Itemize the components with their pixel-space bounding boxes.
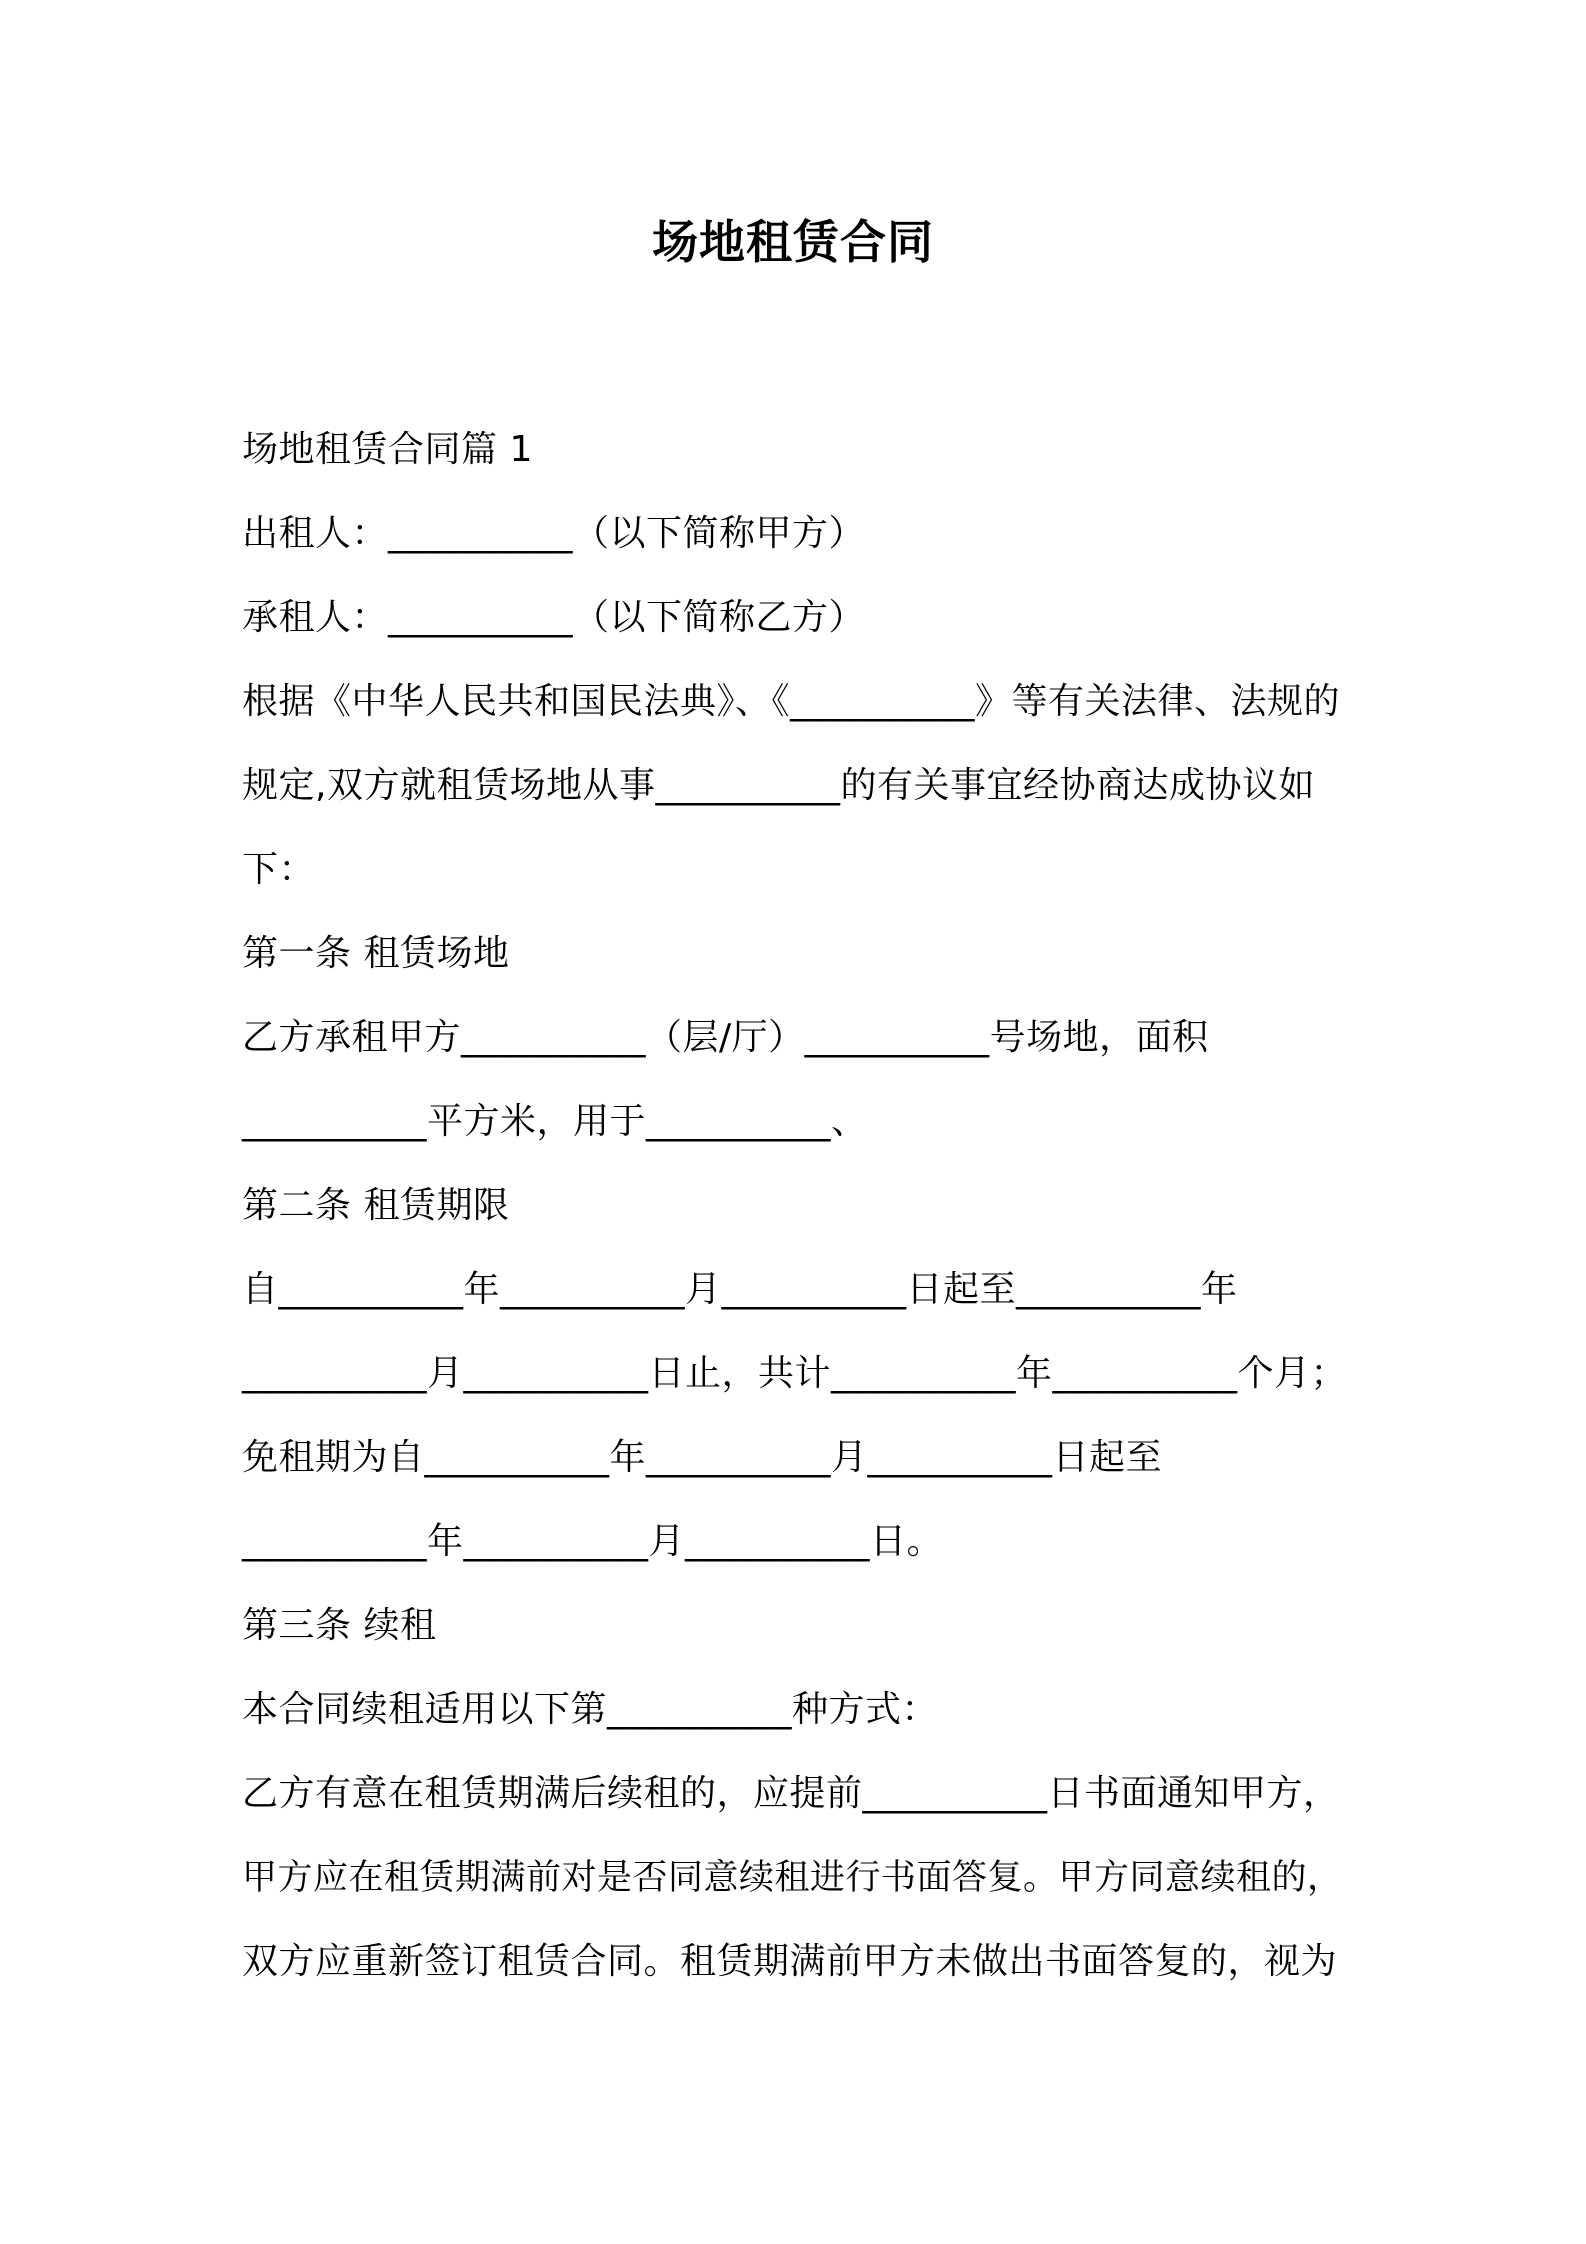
article-3-heading: 第三条 续租 xyxy=(242,1605,437,1646)
document-body xyxy=(242,408,1372,2004)
lessor-line: 出租人：__________（以下简称甲方） xyxy=(242,513,866,554)
section-subtitle: 场地租赁合同篇 1 xyxy=(242,429,533,470)
lessee-line: 承租人：__________（以下简称乙方） xyxy=(242,597,866,638)
article-1-line-2: __________平方米，用于__________、 xyxy=(242,1101,868,1142)
article-3-line-1: 本合同续租适用以下第__________种方式： xyxy=(242,1689,939,1730)
preamble-line-1: 根据《中华人民共和国民法典》、《__________》等有关法律、法规的 xyxy=(242,681,1341,722)
article-1-heading: 第一条 租赁场地 xyxy=(242,933,510,974)
article-2-line-2: __________月__________日止，共计__________年__________个月； xyxy=(242,1353,1348,1394)
article-2-line-4: __________年__________月__________日。 xyxy=(242,1521,943,1562)
article-3-line-4: 双方应重新签订租赁合同。租赁期满前甲方未做出书面答复的，视为 xyxy=(242,1941,1338,1982)
article-3-line-3: 甲方应在租赁期满前对是否同意续租进行书面答复。甲方同意续租的， xyxy=(242,1858,1343,1898)
article-2-line-1: 自__________年__________月__________日起至__________年 xyxy=(242,1269,1238,1310)
article-2-heading: 第二条 租赁期限 xyxy=(242,1185,510,1226)
article-3-line-2: 乙方有意在租赁期满后续租的，应提前__________日书面通知甲方， xyxy=(242,1773,1340,1814)
article-1-line-1: 乙方承租甲方__________（层/厅）__________号场地，面积 xyxy=(242,1017,1209,1058)
preamble-line-3: 下： xyxy=(242,849,316,890)
article-2-line-3: 免租期为自__________年__________月__________日起至 xyxy=(242,1437,1163,1478)
document-title: 场地租赁合同 xyxy=(652,215,934,269)
preamble-line-2: 规定,双方就租赁场地从事__________的有关事宜经协商达成协议如 xyxy=(242,765,1315,806)
